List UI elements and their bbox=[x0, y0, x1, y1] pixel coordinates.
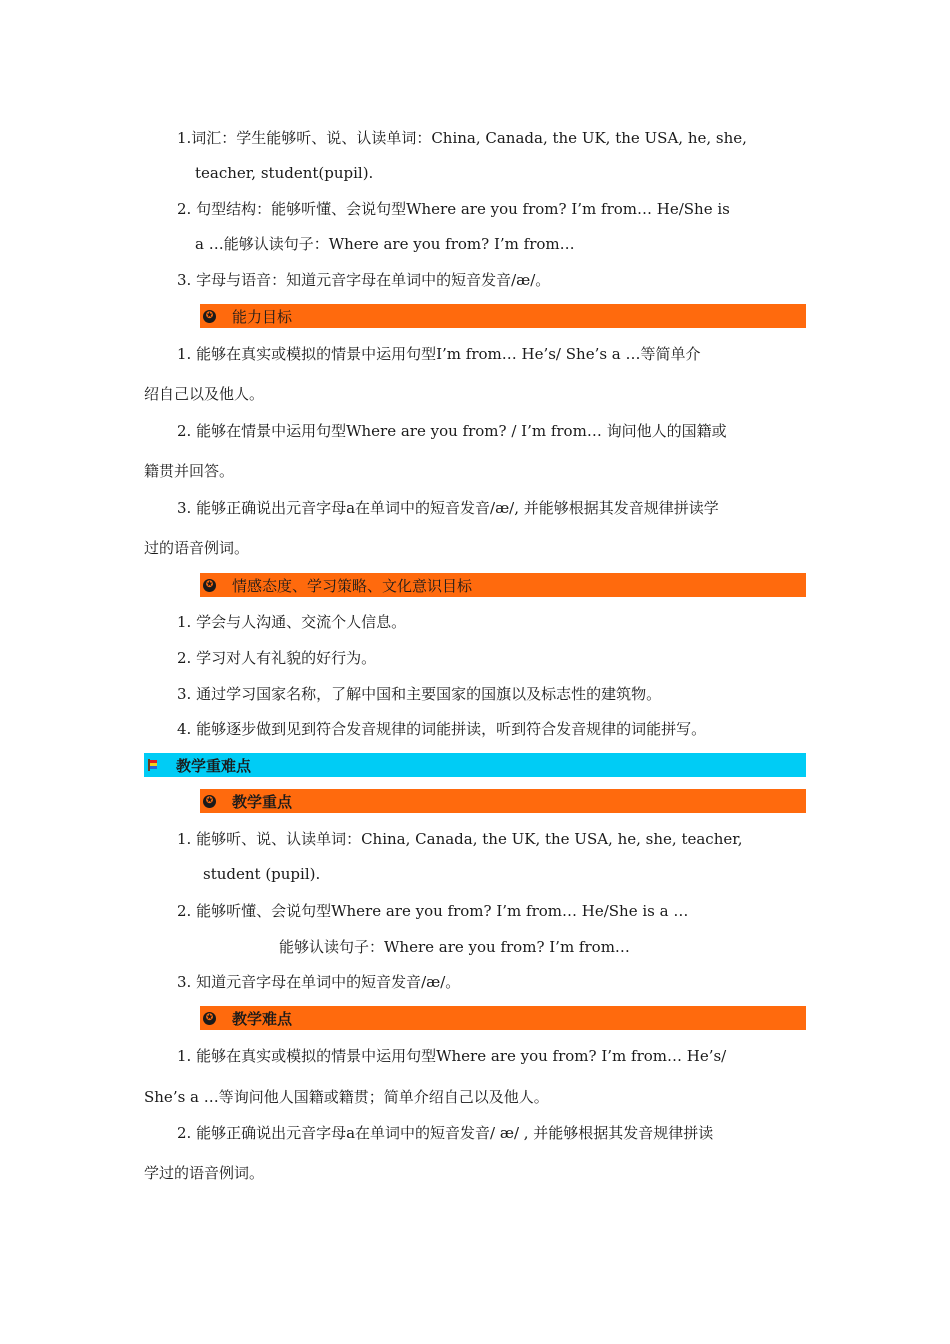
ability-item-3-cont: 过的语音例词。 bbox=[144, 539, 250, 557]
ability-item-2-cont: 籍贯并回答。 bbox=[144, 462, 235, 480]
emotion-item-3: 3. 通过学习国家名称，了解中国和主要国家的国旗以及标志性的建筑物。 bbox=[177, 685, 662, 703]
knowledge-item-2-cont: a …能够认读句子：Where are you from? I’m from… bbox=[195, 235, 575, 253]
difficult-point-item-1-cont: She’s a …等询问他人国籍或籍贯；简单介绍自己以及他人。 bbox=[144, 1088, 549, 1106]
ability-header-bar bbox=[200, 304, 806, 328]
ability-header-label: 能力目标 bbox=[232, 307, 293, 326]
star-bullet-icon: ✪ bbox=[203, 579, 216, 592]
key-points-header-label: 教学重点 bbox=[232, 792, 293, 811]
difficult-point-item-2-cont: 学过的语音例词。 bbox=[144, 1164, 265, 1182]
ability-item-3: 3. 能够正确说出元音字母a在单词中的短音发音/æ/, 并能够根据其发音规律拼读学 bbox=[177, 499, 719, 517]
flag-icon bbox=[146, 758, 160, 772]
emotion-header-label: 情感态度、学习策略、文化意识目标 bbox=[232, 576, 473, 595]
key-point-item-3: 3. 知道元音字母在单词中的短音发音/æ/。 bbox=[177, 973, 461, 991]
key-point-item-2-cont: 能够认读句子：Where are you from? I’m from… bbox=[279, 938, 630, 956]
key-point-item-1: 1. 能够听、说、认读单词：China, Canada, the UK, the USA, he, she, teacher, bbox=[177, 830, 743, 848]
section-header-bar bbox=[144, 753, 806, 777]
knowledge-item-1: 1.词汇：学生能够听、说、认读单词：China, Canada, the UK, the USA, he, she, bbox=[177, 129, 747, 147]
ability-item-2: 2. 能够在情景中运用句型Where are you from? / I’m from… 询问他人的国籍或 bbox=[177, 422, 727, 440]
star-bullet-icon: ✪ bbox=[203, 1012, 216, 1025]
difficult-points-header-label: 教学难点 bbox=[232, 1009, 293, 1028]
key-points-header-bar bbox=[200, 789, 806, 813]
key-point-item-1-cont: student (pupil). bbox=[203, 865, 321, 883]
difficult-point-item-1: 1. 能够在真实或模拟的情景中运用句型Where are you from? I’m from… He’s/ bbox=[177, 1047, 727, 1065]
emotion-item-2: 2. 学习对人有礼貌的好行为。 bbox=[177, 649, 377, 667]
emotion-item-4: 4. 能够逐步做到见到符合发音规律的词能拼读，听到符合发音规律的词能拼写。 bbox=[177, 720, 707, 738]
knowledge-item-1-cont: teacher, student(pupil). bbox=[195, 164, 374, 182]
star-bullet-icon: ✪ bbox=[203, 795, 216, 808]
star-bullet-icon: ✪ bbox=[203, 310, 216, 323]
emotion-item-1: 1. 学会与人沟通、交流个人信息。 bbox=[177, 613, 407, 631]
knowledge-item-2: 2. 句型结构：能够听懂、会说句型Where are you from? I’m from… He/She is bbox=[177, 200, 730, 218]
difficult-point-item-2: 2. 能够正确说出元音字母a在单词中的短音发音/ æ/ , 并能够根据其发音规律拼读 bbox=[177, 1124, 714, 1142]
key-point-item-2: 2. 能够听懂、会说句型Where are you from? I’m from… He/She is a … bbox=[177, 902, 689, 920]
knowledge-item-3: 3. 字母与语音：知道元音字母在单词中的短音发音/æ/。 bbox=[177, 271, 551, 289]
section-header-label: 教学重难点 bbox=[176, 756, 252, 775]
ability-item-1-cont: 绍自己以及他人。 bbox=[144, 385, 265, 403]
emotion-header-bar bbox=[200, 573, 806, 597]
difficult-points-header-bar bbox=[200, 1006, 806, 1030]
ability-item-1: 1. 能够在真实或模拟的情景中运用句型I’m from… He’s/ She’s a …等简单介 bbox=[177, 345, 701, 363]
